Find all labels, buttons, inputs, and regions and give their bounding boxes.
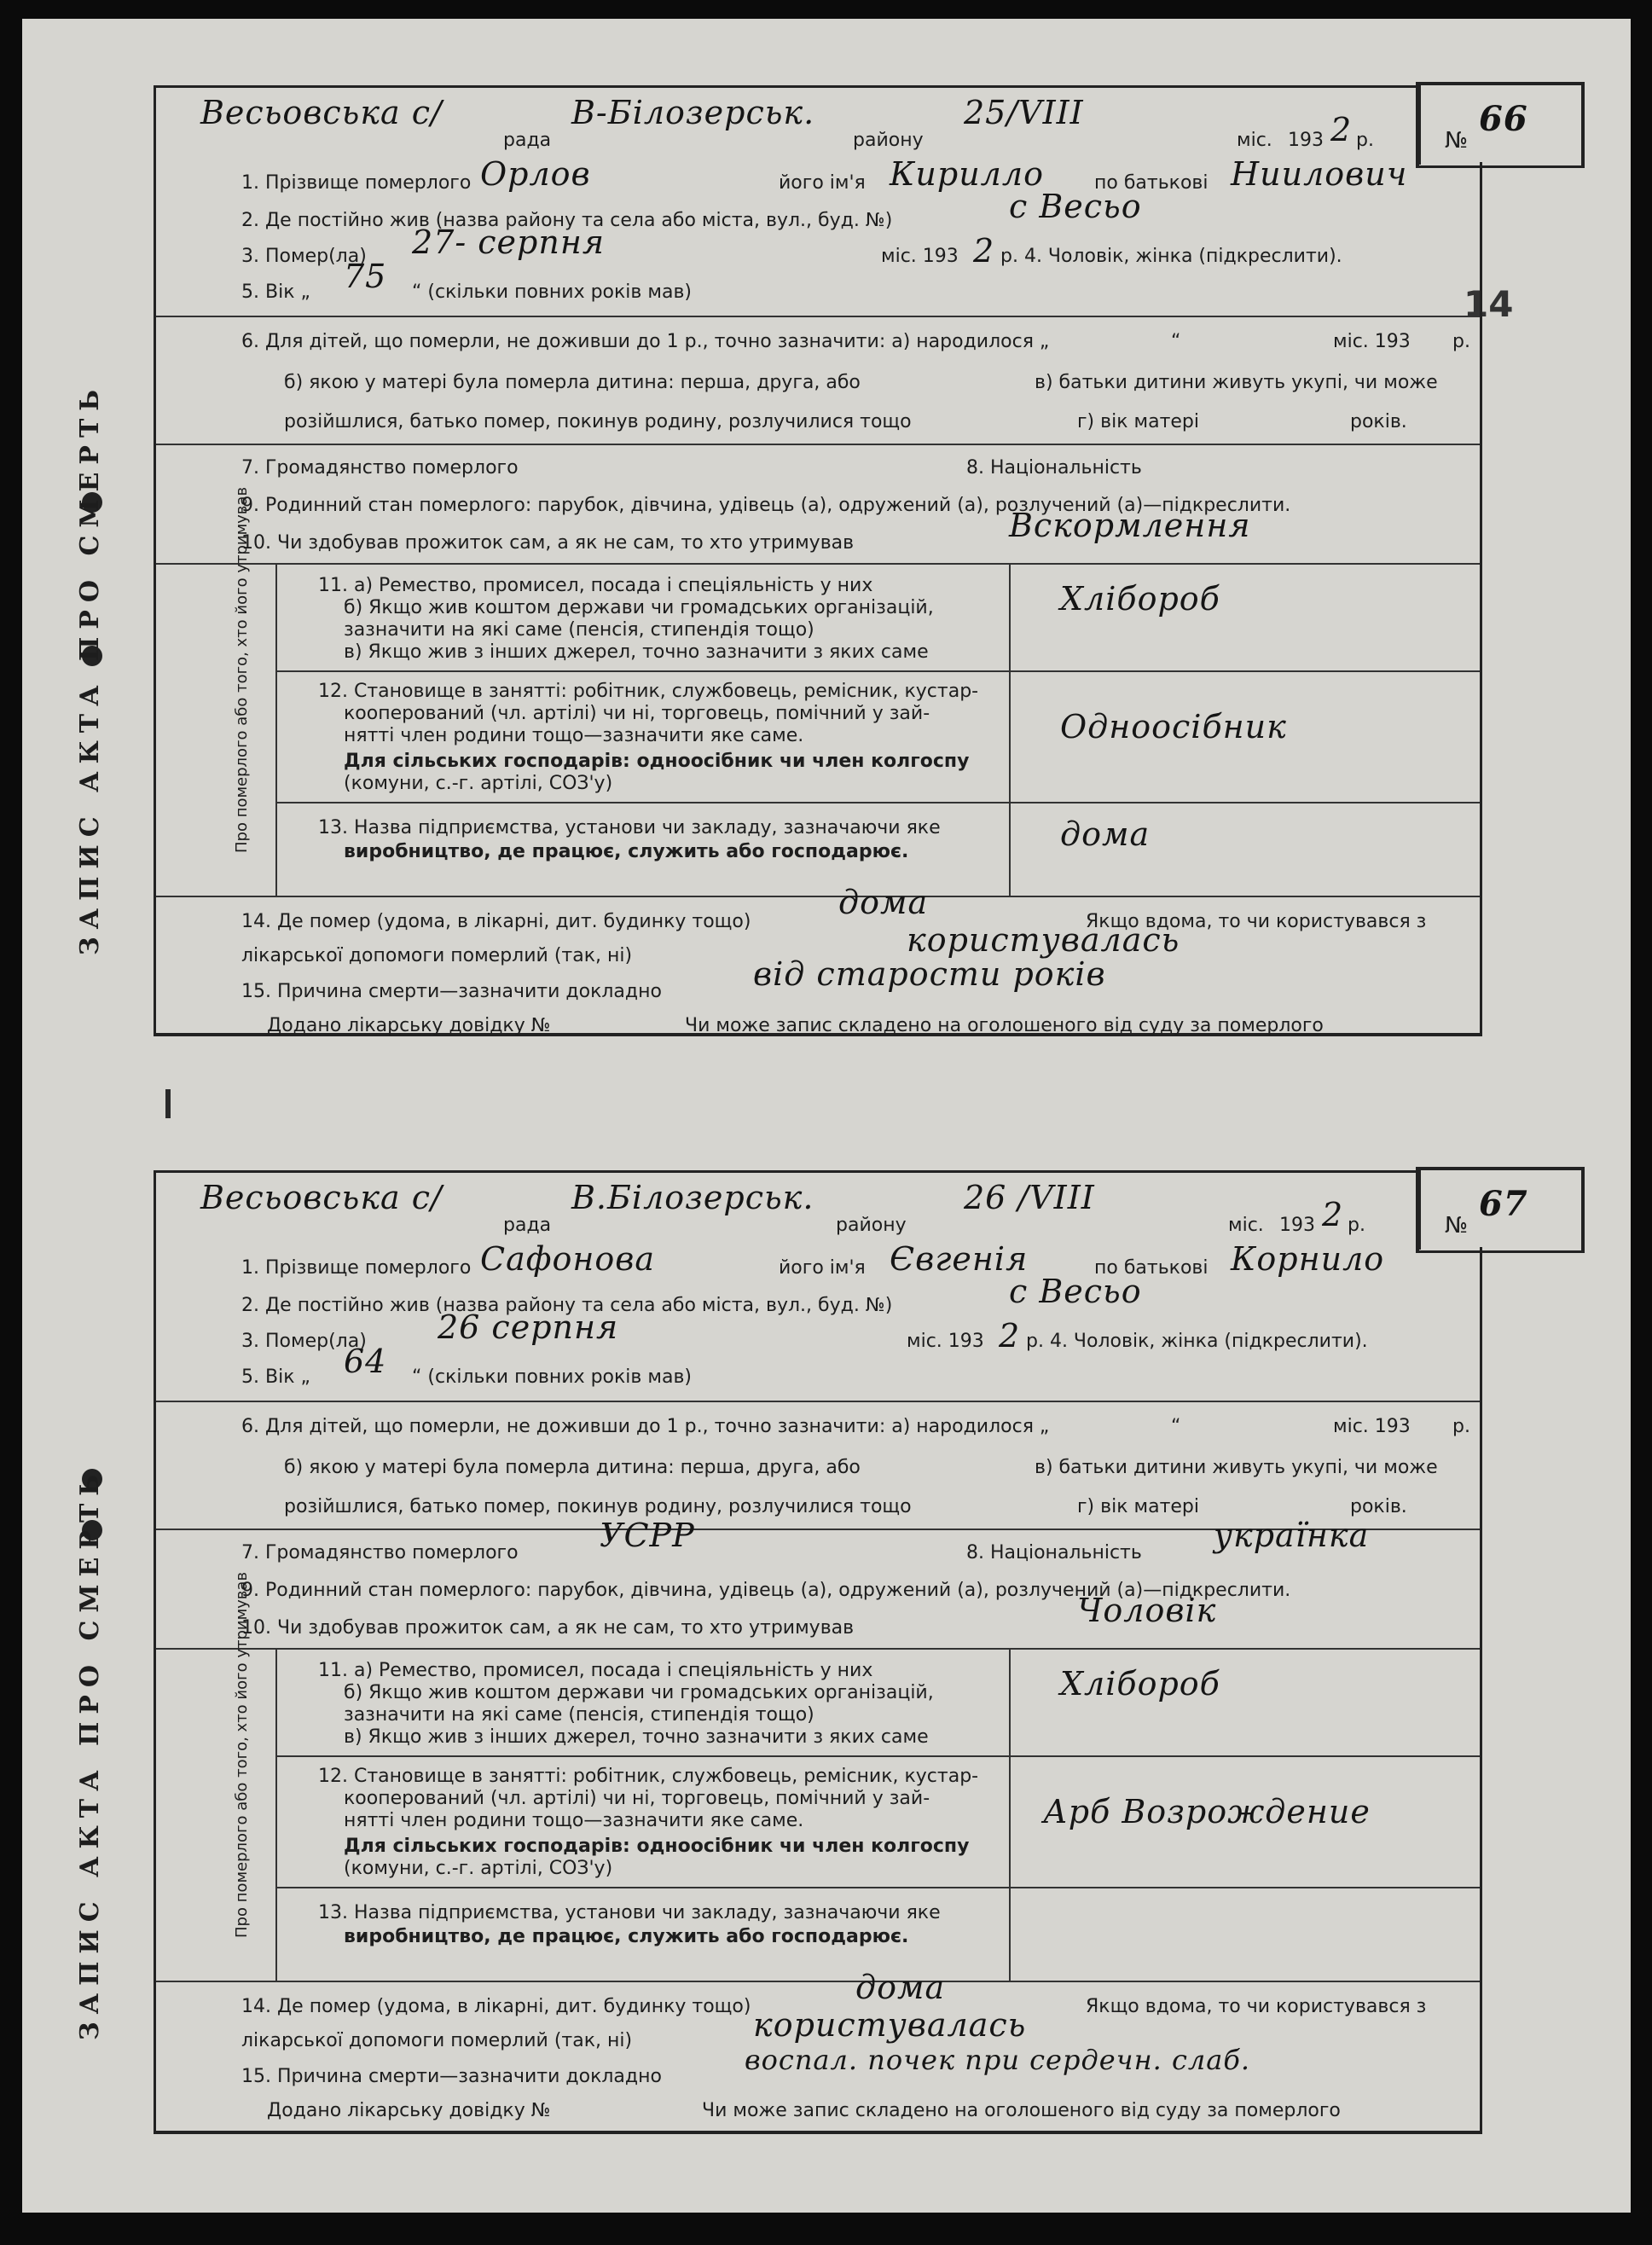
district: В.Білозерськ. [571, 1179, 814, 1216]
death-day: 26 серпня [438, 1308, 619, 1346]
cause-of-death: воспал. почек при сердечн. слаб. [745, 2044, 1251, 2076]
patronymic: Ниилович [1231, 155, 1408, 193]
death-day: 27- серпня [412, 223, 606, 261]
residence: с Весьо [1009, 1273, 1142, 1310]
record-date: 26 /VIII [964, 1179, 1095, 1216]
workplace: дома [1060, 815, 1151, 853]
side-title: ЗАПИС АКТА ПРО СМЕРТЬ [75, 381, 105, 955]
record-number: 67 [1479, 1184, 1528, 1224]
who-supported: Чоловік [1077, 1592, 1217, 1629]
place-of-death: дома [838, 884, 929, 921]
district: В-Білозерськ. [571, 94, 815, 131]
form-body: 1. Прізвище померлого Орлов його ім'я Кирилло по батькові Ниилович 2. Де постійно жив (назва району та села або міста, вул., буд. №) с Весьо 3. Помер(ла) 27- серпня міс. 193 2 р. 4. Чоловік, жінка (підкреслити). 5. Вік „ 75 “ (скільки повних років мав) 6. Для дітей, що померли, не доживши до 1 р., точно зазначити: а) народилося „ “ міс. 193 р. б) якою у матері була померла дитина: перша, друга, або в) батьки дитини живуть укупі, чи може розійшлися, батько помер, покинув родину, розлучилися тощо г) вік матері років. 7. Громадянство померлого 8. Національність 9. Родинний стан померлого: парубок, дівчина, удівець (а), одружений (а), розлучений (а)—підкреслити. 10. Чи здобував прожиток сам, а як не сам, то хто утримував Вскормлення Про померлого або того, хто його утримував 11. а) Ремество, промисел, посада і спеціяльність у них б) Якщо жив коштом держави чи громадських організацій, зазначити на які саме (пенсія, стипендія тощо) в) Якщо жив з інших джерел, точно зазначити з яких саме Хлібороб 12. Становище в занятті: робітник, службовець, ремісник, кустар- кооперований (чл. артілі) чи ні, торговець, помічний у зай- нятті член родини тощо—зазначити яке саме. Для сільських господарів: одноосібник чи член колгоспу (комуни, с.-г. артілі, СОЗ'у) Одноосібник 13. Назва підприємства, установи чи закладу, зазначаючи яке виробництво, де працює, служить або господарює. дома 14. Де помер (удома, в лікарні, дит. будинку тощо) дома Якщо вдома, то чи користувався з лікарської допомоги померлий (так, ні) користувалась 15. Причина смерти—зазначити докладно від старости років Додано лікарську довідку № Чи може запис складено на оголошеного від суду за померлого [154, 162, 1482, 1036]
death-record-form-1: ЗАПИС АКТА ПРО СМЕРТЬ № 66 Весьовська с/ рада В-Білозерськ. району 25/VIII міс. 193 2 р. 1. Прізвище померлого Орлов його ім'я Кирилло по батькові Ниилович 2. Де постійно жив (назва району та села або міста, вул., буд. №) с Весьо 3. Помер(ла) 27- серпня міс. 193 2 р. 4. Чоловік, жінка (підкреслити). 5. Вік „ 75 “ (скільки повних років мав) 6. Для дітей, що померли, не доживши до 1 р., точно зазначити: а) народилося „ “ міс. 193 р. б) якою у матері була померла дитина: перша, друга, або в) батьки дитини живуть укупі, чи може розійшлися, батько помер, покинув родину, розлучилися тощо г) вік матері років. 7. Громадянство померлого 8. Національність 9. Родинний стан померлого: парубок, дівчина, удівець (а), одружений (а), розлучений (а)—підкреслити. 10. Чи здобував прожиток сам, а як не сам, то хто утримував Вскормлення Про померлого або того, хто його утримував 11. а) Ремество, промисел, посада і спеціяльність у них б) Якщо жив коштом держави чи громадських організацій, зазначити на які саме (пенсія, стипендія тощо) в) Якщо жив з інших джерел, точно зазначити з яких саме Хлібороб 12. Становище в занятті: робітник, службовець, ремісник, кустар- кооперований (чл. артілі) чи ні, торговець, помічний у зай- нятті член родини тощо—зазначити яке саме. Для сільських господарів: одноосібник чи член колгоспу (комуни, с.-г. артілі, СОЗ'у) Одноосібник 13. Назва підприємства, установи чи закладу, зазначаючи яке виробництво, де працює, служить або господарює. дома 14. Де помер (удома, в лікарні, дит. будинку тощо) дома Якщо вдома, то чи користувався з лікарської допомоги померлий (так, ні) користувалась 15. Причина смерти—зазначити докладно від старости років Додано лікарську довідку № Чи може запис складено на оголошеного від суду за померлого [154, 85, 1578, 1036]
medical-help: користувалась [907, 921, 1180, 959]
citizenship: УСРР [600, 1517, 695, 1554]
occupation: Хлібороб [1060, 580, 1220, 618]
cause-of-death: від старости років [753, 955, 1106, 993]
surname: Орлов [480, 155, 591, 193]
record-number-box: № 67 [1416, 1167, 1585, 1253]
side-subtitle: Про померлого або того, хто його утримував [233, 486, 251, 853]
margin-mark [165, 1089, 171, 1118]
age: 64 [344, 1343, 387, 1380]
side-subtitle: Про померлого або того, хто його утримував [233, 1571, 251, 1938]
employment-status: Одноосібник [1060, 708, 1287, 745]
given-name: Кирилло [890, 155, 1044, 193]
patronymic: Корнило [1231, 1240, 1385, 1278]
medical-help: користувалась [753, 2006, 1027, 2044]
employment-status: Арб Возрождение [1043, 1793, 1371, 1830]
surname: Сафонова [480, 1240, 656, 1278]
age: 75 [344, 258, 387, 295]
side-title: ЗАПИС АКТА ПРО СМЕРТЬ [75, 1466, 105, 2040]
village-council: Весьовська с/ [200, 94, 443, 131]
place-of-death: дома [855, 1969, 946, 2006]
occupation: Хлібороб [1060, 1665, 1220, 1703]
residence: с Весьо [1009, 188, 1142, 225]
tally-mark: 14 [1464, 283, 1514, 325]
nationality: українка [1214, 1517, 1370, 1554]
record-number-box: № 66 [1416, 82, 1585, 168]
given-name: Євгенія [890, 1240, 1029, 1278]
who-supported: Вскормлення [1009, 507, 1251, 544]
form-body: 1. Прізвище померлого Сафонова його ім'я Євгенія по батькові Корнило 2. Де постійно жив (назва району та села або міста, вул., буд. №) с Весьо 3. Помер(ла) 26 серпня міс. 193 2 р. 4. Чоловік, жінка (підкреслити). 5. Вік „ 64 “ (скільки повних років мав) 6. Для дітей, що померли, не доживши до 1 р., точно зазначити: а) народилося „ “ міс. 193 р. б) якою у матері була померла дитина: перша, друга, або в) батьки дитини живуть укупі, чи може розійшлися, батько помер, покинув родину, розлучилися тощо г) вік матері років. 7. Громадянство померлого УСРР 8. Національність українка 9. Родинний стан померлого: парубок, дівчина, удівець (а), одружений (а), розлучений (а)—підкреслити. 10. Чи здобував прожиток сам, а як не сам, то хто утримував Чоловік Про померлого або того, хто його утримував 11. а) Ремество, промисел, посада і спеціяльність у них б) Якщо жив коштом держави чи громадських організацій, зазначити на які саме (пенсія, стипендія тощо) в) Якщо жив з інших джерел, точно зазначити з яких саме Хлібороб 12. Становище в занятті: робітник, службовець, ремісник, кустар- кооперований (чл. артілі) чи ні, торговець, помічний у зай- нятті член родини тощо—зазначити яке саме. Для сільських господарів: одноосібник чи член колгоспу (комуни, с.-г. артілі, СОЗ'у) Арб Возрождение 13. Назва підприємства, установи чи закладу, зазначаючи яке виробництво, де працює, служить або господарює. 14. Де помер (удома, в лікарні, дит. будинку тощо) дома Якщо вдома, то чи користувався з лікарської допомоги померлий (так, ні) користувалась 15. Причина смерти—зазначити докладно воспал. почек при сердечн. слаб. Додано лікарську довідку № Чи може запис складено на оголошеного від суду за померлого [154, 1247, 1482, 2134]
village-council: Весьовська с/ [200, 1179, 443, 1216]
record-number: 66 [1479, 99, 1528, 139]
record-date: 25/VIII [964, 94, 1084, 131]
death-record-form-2: ЗАПИС АКТА ПРО СМЕРТЬ № 67 Весьовська с/ рада В.Білозерськ. району 26 /VIII міс. 193 2 р. 1. Прізвище померлого Сафонова його ім'я Євгенія по батькові Корнило 2. Де постійно жив (назва району та села або міста, вул., буд. №) с Весьо 3. Помер(ла) 26 серпня міс. 193 2 р. 4. Чоловік, жінка (підкреслити). 5. Вік „ 64 “ (скільки повних років мав) 6. Для дітей, що померли, не доживши до 1 р., точно зазначити: а) народилося „ “ міс. 193 р. б) якою у матері була померла дитина: перша, друга, або в) батьки дитини живуть укупі, чи може розійшлися, батько помер, покинув родину, розлучилися тощо г) вік матері років. 7. Громадянство померлого УСРР 8. Національність українка 9. Родинний стан померлого: парубок, дівчина, удівець (а), одружений (а), розлучений (а)—підкреслити. 10. Чи здобував прожиток сам, а як не сам, то хто утримував Чоловік Про померлого або того, хто його утримував 11. а) Ремество, промисел, посада і спеціяльність у них б) Якщо жив коштом держави чи громадських організацій, зазначити на які саме (пенсія, стипендія тощо) в) Якщо жив з інших джерел, точно зазначити з яких саме Хлібороб 12. Становище в занятті: робітник, службовець, ремісник, кустар- кооперований (чл. артілі) чи ні, торговець, помічний у зай- нятті член родини тощо—зазначити яке саме. Для сільських господарів: одноосібник чи член колгоспу (комуни, с.-г. артілі, СОЗ'у) Арб Возрождение 13. Назва підприємства, установи чи закладу, зазначаючи яке виробництво, де працює, служить або господарює. 14. Де помер (удома, в лікарні, дит. будинку тощо) дома Якщо вдома, то чи користувався з лікарської допомоги померлий (так, ні) користувалась 15. Причина смерти—зазначити докладно воспал. почек при сердечн. слаб. Додано лікарську довідку № Чи може запис складено на оголошеного від суду за померлого [154, 1170, 1578, 2134]
